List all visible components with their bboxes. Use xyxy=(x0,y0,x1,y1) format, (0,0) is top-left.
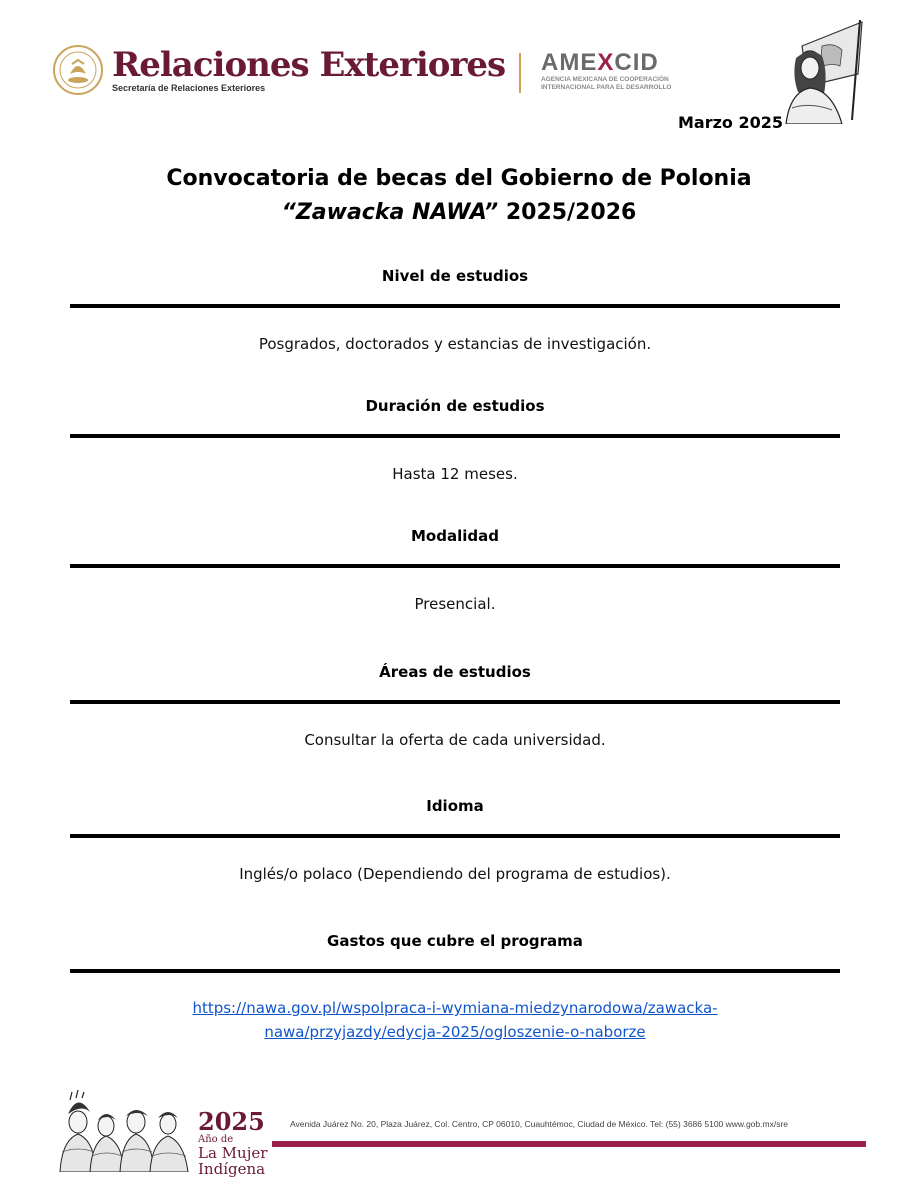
year-subtitle-3: Indígena xyxy=(198,1160,266,1178)
org-name: Relaciones Exteriores xyxy=(112,45,506,85)
footer-address: Avenida Juárez No. 20, Plaza Juárez, Col. Centro, CP 06010, Cuauhtémoc, Ciudad de México. Tel: (55) 3686 5100 www.gob.mx/sre xyxy=(290,1119,788,1129)
section-heading-gastos: Gastos que cubre el programa xyxy=(327,932,583,950)
agency-subtitle-1: AGENCIA MEXICANA DE COOPERACIÓN xyxy=(541,76,669,83)
section-rule xyxy=(70,969,840,973)
section-body-duracion: Hasta 12 meses. xyxy=(392,465,518,483)
section-body-modalidad: Presencial. xyxy=(414,595,496,613)
section-rule xyxy=(70,834,840,838)
section-rule xyxy=(70,434,840,438)
footer-bar xyxy=(272,1141,866,1147)
year-of-indigenous-woman xyxy=(198,1107,268,1178)
document-date: Marzo 2025 xyxy=(678,113,784,132)
year-number: 2025 xyxy=(198,1107,265,1136)
section-heading-modalidad: Modalidad xyxy=(411,527,499,545)
agency-name: AMEXCID xyxy=(541,49,659,76)
title-line-2: “Zawacka NAWA” 2025/2026 xyxy=(281,200,637,225)
logo-divider xyxy=(519,53,521,93)
section-rule xyxy=(70,700,840,704)
section-rule xyxy=(70,304,840,308)
section-heading-duracion: Duración de estudios xyxy=(365,397,545,415)
section-heading-idioma: Idioma xyxy=(426,797,484,815)
year-subtitle-1: Año de xyxy=(198,1134,234,1145)
section-body-nivel: Posgrados, doctorados y estancias de investigación. xyxy=(258,335,652,353)
org-subtitle: Secretaría de Relaciones Exteriores xyxy=(112,83,266,93)
section-body-areas: Consultar la oferta de cada universidad. xyxy=(304,731,606,749)
page-title xyxy=(0,162,918,230)
program-link-line-1[interactable]: https://nawa.gov.pl/wspolpraca-i-wymiana-miedzynarodowa/zawacka- xyxy=(192,999,718,1017)
section-heading-areas: Áreas de estudios xyxy=(379,663,531,681)
page-header xyxy=(0,0,918,150)
woman-flag-illustration xyxy=(762,16,866,124)
agency-subtitle-2: INTERNACIONAL PARA EL DESARROLLO xyxy=(541,84,672,91)
amexcid-logo xyxy=(541,50,691,92)
title-line-1: Convocatoria de becas del Gobierno de Polonia xyxy=(166,166,752,191)
section-body-idioma: Inglés/o polaco (Dependiendo del programa de estudios). xyxy=(239,865,671,883)
sre-logo xyxy=(52,44,505,96)
section-heading-nivel: Nivel de estudios xyxy=(381,267,529,285)
section-body-gastos xyxy=(70,996,840,1044)
program-link-line-2[interactable]: nawa/przyjazdy/edycja-2025/ogloszenie-o-naborze xyxy=(264,1023,646,1041)
indigenous-women-illustration xyxy=(56,1090,196,1172)
year-subtitle-2: La Mujer xyxy=(198,1144,268,1162)
national-seal-icon xyxy=(52,44,104,96)
section-rule xyxy=(70,564,840,568)
